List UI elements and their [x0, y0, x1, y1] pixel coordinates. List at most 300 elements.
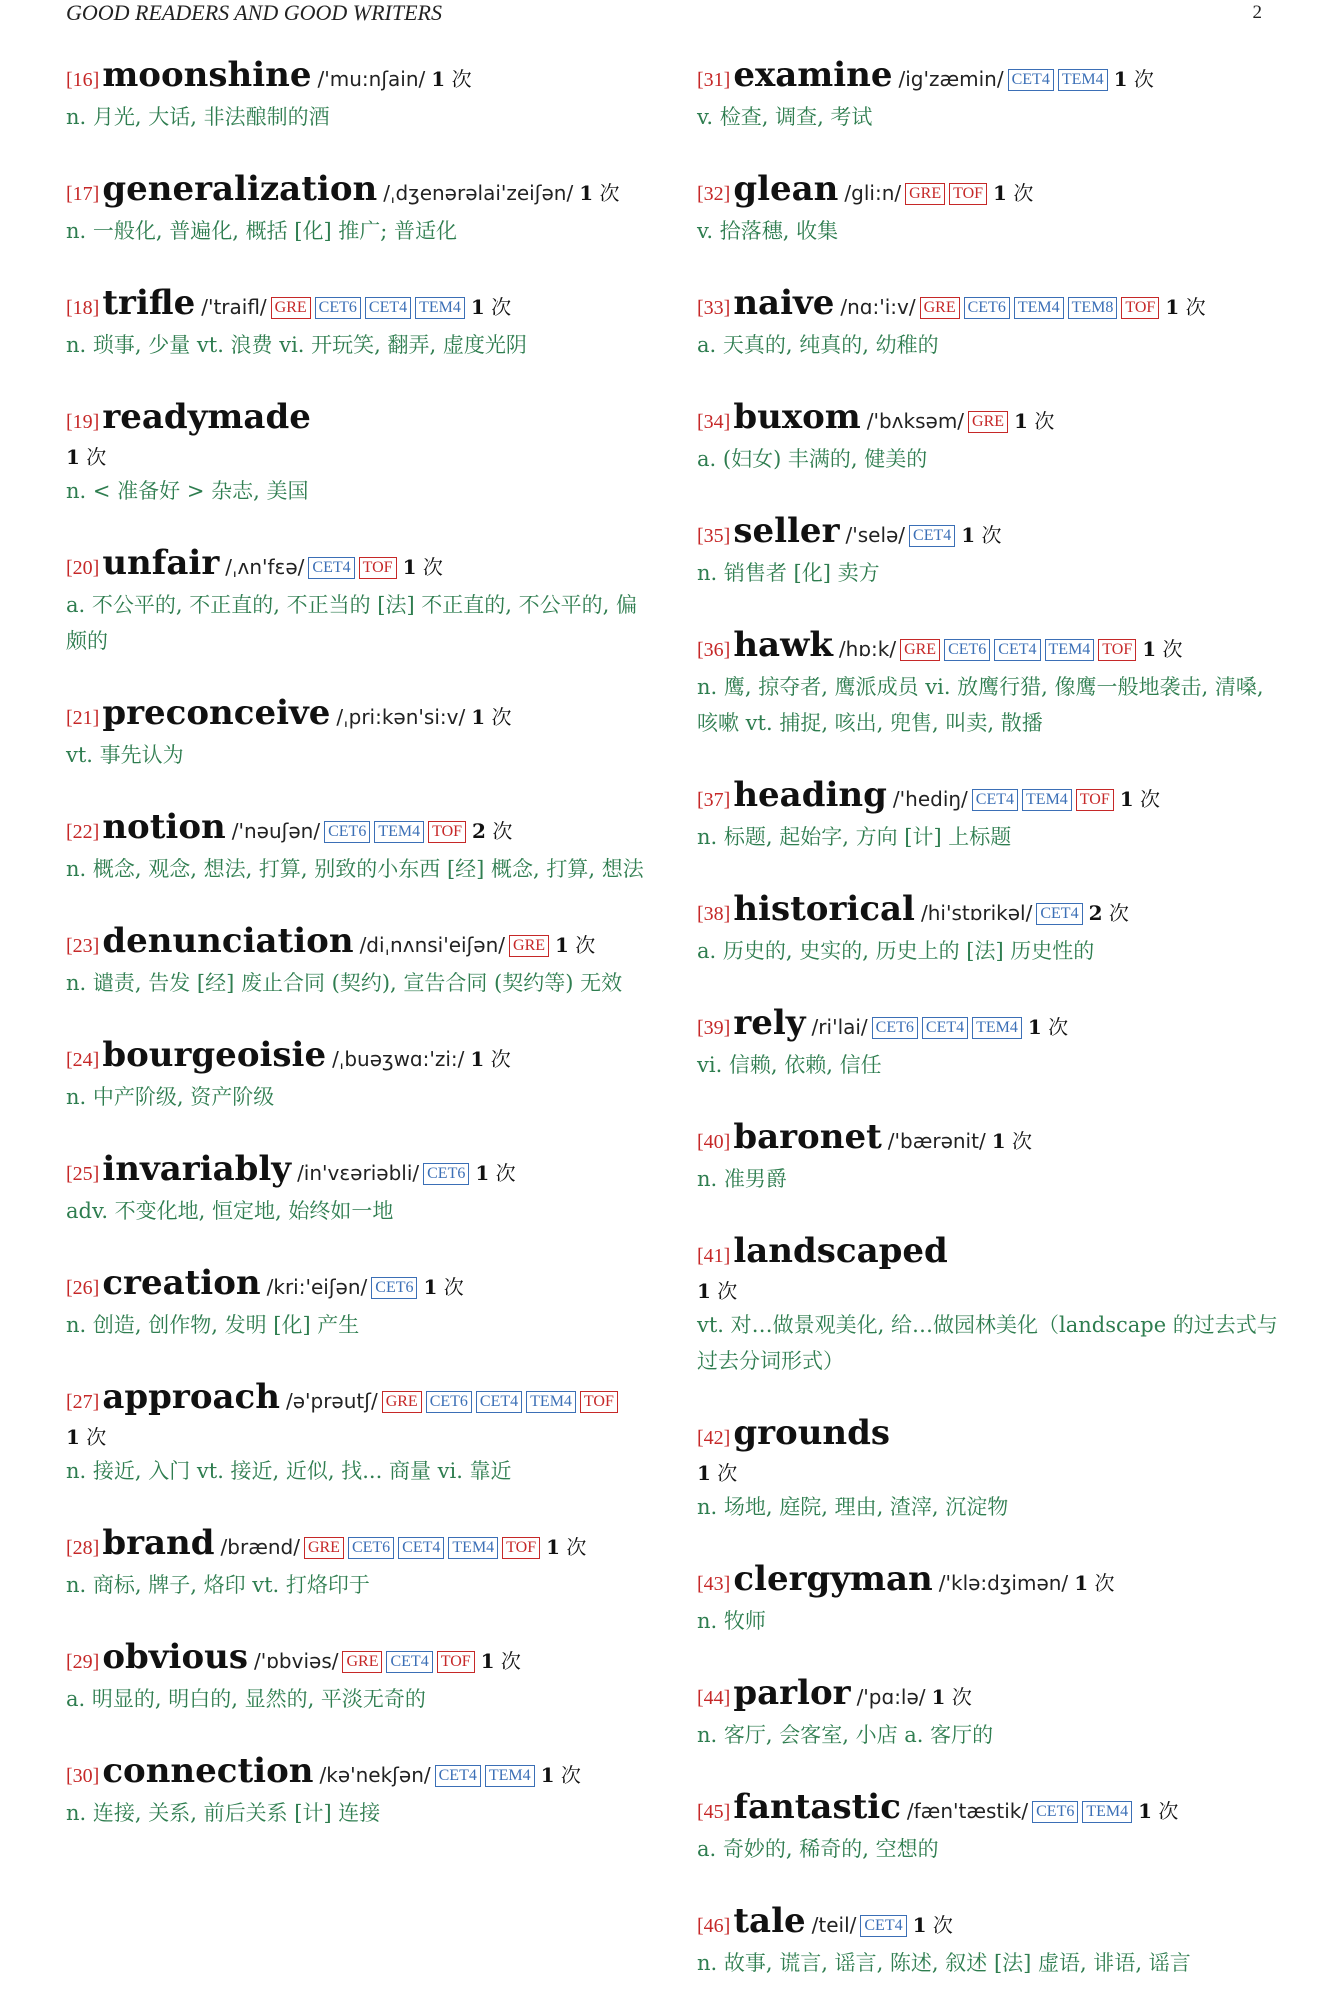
- definition: n. < 准备好 > 杂志, 美国: [66, 479, 309, 503]
- phonetic: /diˌnʌnsi'eiʃən/: [359, 933, 506, 957]
- count-number: 1: [66, 445, 80, 469]
- entry-headline: [66, 398, 648, 441]
- count-number: 1: [991, 1129, 1006, 1153]
- vocab-entry: [66, 1150, 648, 1229]
- usage-count: [555, 933, 595, 957]
- exam-tag: CET4: [972, 789, 1018, 811]
- entry-headline: [697, 1118, 1280, 1161]
- usage-count: [1114, 67, 1154, 91]
- entry-headline: [66, 1378, 648, 1421]
- count-unit: 次: [560, 1763, 581, 1787]
- left-column: [66, 56, 648, 1866]
- count-number: 1: [1074, 1571, 1089, 1595]
- usage-count: [475, 1161, 515, 1185]
- entry-headline: [66, 808, 648, 851]
- entry-number: [29]: [66, 1651, 100, 1673]
- phonetic: /'mu:nʃain/: [317, 67, 426, 91]
- headword: readymade: [102, 397, 311, 437]
- count-unit: 次: [1108, 901, 1129, 925]
- count-number: 2: [1088, 901, 1103, 925]
- vocab-entry: [697, 1560, 1280, 1639]
- phonetic: /ig'zæmin/: [898, 67, 1004, 91]
- vocab-entry: [66, 1036, 648, 1115]
- definition: a. 不公平的, 不正直的, 不正当的 [法] 不正直的, 不公平的, 偏颇的: [66, 593, 638, 653]
- exam-tag: TEM8: [1068, 297, 1118, 319]
- count-number: 1: [555, 933, 569, 957]
- exam-tag: CET4: [386, 1651, 432, 1673]
- phonetic: /'hediŋ/: [892, 787, 968, 811]
- definition: vi. 信赖, 依赖, 信任: [697, 1053, 882, 1077]
- exam-tag: CET6: [1032, 1801, 1078, 1823]
- headword: historical: [733, 889, 915, 929]
- definition: n. 准男爵: [697, 1167, 787, 1191]
- count-unit: 次: [1011, 1129, 1032, 1153]
- entry-number: [26]: [66, 1277, 100, 1299]
- exam-tag: GRE: [271, 297, 311, 319]
- definition: n. 客厅, 会客室, 小店 a. 客厅的: [697, 1723, 994, 1747]
- vocab-entry: [66, 922, 648, 1001]
- headword: heading: [733, 775, 887, 815]
- count-number: 1: [1119, 787, 1134, 811]
- definition: v. 检查, 调查, 考试: [697, 105, 873, 129]
- headword: invariably: [102, 1149, 292, 1189]
- exam-tag: GRE: [509, 935, 549, 957]
- phonetic: /'selə/: [845, 523, 906, 547]
- count-number: 1: [480, 1649, 495, 1673]
- phonetic: /hi'stɒrikəl/: [920, 901, 1033, 925]
- headword: grounds: [733, 1413, 891, 1453]
- exam-tag: TEM4: [374, 821, 424, 843]
- definition: a. 奇妙的, 稀奇的, 空想的: [697, 1837, 939, 1861]
- definition: n. 创造, 创作物, 发明 [化] 产生: [66, 1313, 360, 1337]
- entry-number: [20]: [66, 557, 100, 579]
- entry-headline: [66, 1264, 648, 1307]
- usage-count: [423, 1275, 463, 1299]
- entry-headline: [66, 694, 648, 737]
- exam-tag: TOF: [502, 1537, 540, 1559]
- vocab-entry: [697, 1414, 1280, 1525]
- usage-count: [1138, 1799, 1178, 1823]
- phonetic: /ə'prəutʃ/: [285, 1389, 378, 1413]
- exam-tag: GRE: [900, 639, 940, 661]
- entry-number: [30]: [66, 1765, 100, 1787]
- entry-headline: [66, 1036, 648, 1079]
- exam-tag: TEM4: [1014, 297, 1064, 319]
- exam-tag: CET4: [476, 1391, 522, 1413]
- vocab-entry: [697, 626, 1280, 741]
- entry-number: [35]: [697, 525, 731, 547]
- usage-count: [579, 181, 619, 205]
- entry-number: [38]: [697, 903, 731, 925]
- usage-count: [546, 1535, 586, 1559]
- usage-count: [961, 523, 1001, 547]
- definition: n. 中产阶级, 资产阶级: [66, 1085, 275, 1109]
- count-unit: 次: [1140, 787, 1161, 811]
- definition: n. 概念, 观念, 想法, 打算, 别致的小东西 [经] 概念, 打算, 想法: [66, 857, 644, 881]
- exam-tag: TOF: [437, 1651, 475, 1673]
- phonetic: /in'vɛəriəbli/: [297, 1161, 420, 1185]
- count-number: 1: [540, 1763, 555, 1787]
- exam-tag: TEM4: [1082, 1801, 1132, 1823]
- usage-count: [1089, 901, 1129, 925]
- vocab-entry: [697, 512, 1280, 591]
- entry-headline: [66, 1752, 648, 1795]
- count-unit: 次: [1162, 637, 1183, 661]
- count-unit: 次: [981, 523, 1002, 547]
- count-number: 1: [1027, 1015, 1042, 1039]
- phonetic: /gli:n/: [844, 181, 902, 205]
- definition: adv. 不变化地, 恒定地, 始终如一地: [66, 1199, 394, 1223]
- vocab-entry: [697, 1004, 1280, 1083]
- phonetic: /'traifl/: [201, 295, 267, 319]
- usage-count: [697, 1461, 737, 1485]
- usage-count: [1142, 637, 1182, 661]
- entry-number: [36]: [697, 639, 731, 661]
- headword: seller: [733, 511, 840, 551]
- definition: a. (妇女) 丰满的, 健美的: [697, 447, 928, 471]
- phonetic: /'ɒbviəs/: [254, 1649, 339, 1673]
- vocab-entry: [697, 56, 1280, 135]
- count-number: 1: [470, 1047, 485, 1071]
- count-unit: 次: [86, 445, 107, 469]
- exam-tag: CET4: [860, 1915, 906, 1937]
- entry-number: [46]: [697, 1915, 731, 1937]
- entry-headline: [66, 1638, 648, 1681]
- count-unit: 次: [1048, 1015, 1069, 1039]
- entry-headline: [66, 1524, 648, 1567]
- vocab-entry: [66, 1378, 648, 1489]
- definition: n. 商标, 牌子, 烙印 vt. 打烙印于: [66, 1573, 370, 1597]
- vocab-entry: [697, 1232, 1280, 1379]
- headword: bourgeoisie: [102, 1035, 327, 1075]
- entry-headline: [66, 170, 648, 213]
- vocab-entry: [697, 890, 1280, 969]
- count-unit: 次: [491, 295, 512, 319]
- phonetic: /ˌbuəʒwɑ:'zi:/: [332, 1047, 465, 1071]
- entry-headline: [66, 1150, 648, 1193]
- entry-headline: [697, 776, 1280, 819]
- entry-number: [28]: [66, 1537, 100, 1559]
- phonetic: /fæn'tæstik/: [906, 1799, 1029, 1823]
- entry-headline: [697, 398, 1280, 441]
- definition: n. 琐事, 少量 vt. 浪费 vi. 开玩笑, 翻弄, 虚度光阴: [66, 333, 527, 357]
- vocab-entry: [697, 1674, 1280, 1753]
- headword: moonshine: [102, 55, 312, 95]
- entry-number: [24]: [66, 1049, 100, 1071]
- exam-tag: CET4: [365, 297, 411, 319]
- exam-tag: TOF: [1121, 297, 1159, 319]
- entry-headline: [697, 1902, 1280, 1945]
- entry-number: [31]: [697, 69, 731, 91]
- count-unit: 次: [717, 1279, 738, 1303]
- exam-tag: CET6: [371, 1277, 417, 1299]
- vocab-entry: [66, 1264, 648, 1343]
- entry-number: [23]: [66, 935, 100, 957]
- vocab-entry: [66, 694, 648, 773]
- vocab-entry: [697, 1788, 1280, 1867]
- count-unit: 次: [1034, 409, 1055, 433]
- count-number: 1: [931, 1685, 946, 1709]
- exam-tag: TOF: [359, 557, 397, 579]
- exam-tag: TOF: [949, 183, 987, 205]
- usage-count: [470, 1047, 510, 1071]
- entry-number: [18]: [66, 297, 100, 319]
- headword: fantastic: [733, 1787, 901, 1827]
- count-unit: 次: [1158, 1799, 1179, 1823]
- count-number: 1: [1142, 637, 1157, 661]
- phonetic: /brænd/: [220, 1535, 300, 1559]
- phonetic: /ˌʌn'fɛə/: [225, 555, 305, 579]
- exam-tag: TEM4: [1022, 789, 1072, 811]
- usage-count: [932, 1685, 972, 1709]
- entry-headline: [697, 1004, 1280, 1047]
- exam-tag: CET4: [1008, 69, 1054, 91]
- count-unit: 次: [1013, 181, 1034, 205]
- count-number: 1: [402, 555, 417, 579]
- vocab-entry: [697, 1118, 1280, 1197]
- definition: vt. 事先认为: [66, 743, 184, 767]
- phonetic: /nɑ:'i:v/: [840, 295, 916, 319]
- count-unit: 次: [566, 1535, 587, 1559]
- definition: n. 月光, 大话, 非法酿制的酒: [66, 105, 330, 129]
- entry-number: [17]: [66, 183, 100, 205]
- usage-count: [66, 445, 106, 469]
- definition: n. 接近, 入门 vt. 接近, 近似, 找... 商量 vi. 靠近: [66, 1459, 512, 1483]
- phonetic: /'bærənit/: [887, 1129, 986, 1153]
- usage-count: [541, 1763, 581, 1787]
- headword: parlor: [733, 1673, 851, 1713]
- count-number: 1: [470, 295, 485, 319]
- exam-tag: CET6: [426, 1391, 472, 1413]
- entry-headline: [697, 1560, 1280, 1603]
- count-number: 1: [471, 705, 486, 729]
- count-unit: 次: [495, 1161, 516, 1185]
- headword: notion: [102, 807, 226, 847]
- page-header: [66, 0, 1262, 26]
- headword: baronet: [733, 1117, 882, 1157]
- definition: n. 谴责, 告发 [经] 废止合同 (契约), 宣告合同 (契约等) 无效: [66, 971, 623, 995]
- exam-tag: CET6: [348, 1537, 394, 1559]
- entry-headline: [697, 890, 1280, 933]
- exam-tag: CET4: [308, 557, 354, 579]
- entry-number: [32]: [697, 183, 731, 205]
- phonetic: /ˌdʒenərəlai'zeiʃən/: [383, 181, 574, 205]
- definition: vt. 对…做景观美化, 给…做园林美化（landscape 的过去式与过去分词形式）: [697, 1313, 1278, 1373]
- headword: landscaped: [733, 1231, 948, 1271]
- count-unit: 次: [717, 1461, 738, 1485]
- usage-count-line: [66, 1421, 648, 1453]
- usage-count: [992, 1129, 1032, 1153]
- count-number: 1: [475, 1161, 490, 1185]
- headword: denunciation: [102, 921, 354, 961]
- exam-tag: CET6: [872, 1017, 918, 1039]
- right-column: [697, 56, 1280, 2016]
- exam-tag: CET4: [1036, 903, 1082, 925]
- count-unit: 次: [599, 181, 620, 205]
- phonetic: /'pɑ:lə/: [856, 1685, 926, 1709]
- vocab-entry: [697, 284, 1280, 363]
- usage-count: [913, 1913, 953, 1937]
- entry-number: [39]: [697, 1017, 731, 1039]
- definition: n. 一般化, 普遍化, 概括 [化] 推广; 普适化: [66, 219, 458, 243]
- vocab-entry: [66, 544, 648, 659]
- count-number: 1: [431, 67, 446, 91]
- headword: hawk: [733, 625, 833, 665]
- exam-tag: TEM4: [485, 1765, 535, 1787]
- usage-count: [481, 1649, 521, 1673]
- headword: trifle: [102, 283, 196, 323]
- entry-headline: [66, 544, 648, 587]
- count-unit: 次: [86, 1425, 107, 1449]
- entry-headline: [697, 170, 1280, 213]
- count-number: 1: [579, 181, 594, 205]
- exam-tag: CET4: [994, 639, 1040, 661]
- usage-count: [697, 1279, 737, 1303]
- usage-count: [403, 555, 443, 579]
- exam-tag: CET4: [398, 1537, 444, 1559]
- exam-tag: GRE: [905, 183, 945, 205]
- usage-count: [1165, 295, 1205, 319]
- usage-count-line: [66, 441, 648, 473]
- vocab-entry: [66, 808, 648, 887]
- definition: n. 连接, 关系, 前后关系 [计] 连接: [66, 1801, 381, 1825]
- phonetic: /teil/: [811, 1913, 857, 1937]
- headword: tale: [733, 1901, 806, 1941]
- headword: creation: [102, 1263, 261, 1303]
- definition: n. 鹰, 掠夺者, 鹰派成员 vi. 放鹰行猎, 像鹰一般地袭击, 清嗓, 咳嗽 vt. 捕捉, 咳出, 兜售, 叫卖, 散播: [697, 675, 1264, 735]
- exam-tag: GRE: [968, 411, 1008, 433]
- entry-headline: [697, 1788, 1280, 1831]
- count-unit: 次: [451, 67, 472, 91]
- usage-count-line: [697, 1275, 1280, 1307]
- usage-count: [472, 819, 512, 843]
- usage-count: [1014, 409, 1054, 433]
- exam-tag: TEM4: [972, 1017, 1022, 1039]
- exam-tag: TOF: [580, 1391, 618, 1413]
- phonetic: /'nəuʃən/: [231, 819, 321, 843]
- count-unit: 次: [422, 555, 443, 579]
- entry-number: [25]: [66, 1163, 100, 1185]
- phonetic: /kə'nekʃən/: [319, 1763, 431, 1787]
- entry-headline: [66, 284, 648, 327]
- definition: a. 历史的, 史实的, 历史上的 [法] 历史性的: [697, 939, 1095, 963]
- vocab-entry: [697, 170, 1280, 249]
- count-number: 1: [546, 1535, 561, 1559]
- count-number: 1: [66, 1425, 80, 1449]
- exam-tag: TEM4: [448, 1537, 498, 1559]
- headword: clergyman: [733, 1559, 933, 1599]
- count-number: 1: [912, 1913, 927, 1937]
- exam-tag: TEM4: [1058, 69, 1108, 91]
- entry-headline: [697, 56, 1280, 99]
- vocab-entry: [66, 170, 648, 249]
- usage-count: [471, 295, 511, 319]
- vocab-entry: [66, 1752, 648, 1831]
- exam-tag: CET6: [944, 639, 990, 661]
- entry-number: [19]: [66, 411, 100, 433]
- entry-headline: [697, 626, 1280, 669]
- headword: obvious: [102, 1637, 248, 1677]
- usage-count: [66, 1425, 106, 1449]
- exam-tag: GRE: [920, 297, 960, 319]
- definition: n. 标题, 起始字, 方向 [计] 上标题: [697, 825, 1012, 849]
- vocab-entry: [697, 1902, 1280, 1981]
- exam-tag: TEM4: [526, 1391, 576, 1413]
- vocab-entry: [697, 776, 1280, 855]
- phonetic: /'klə:dʒimən/: [938, 1571, 1069, 1595]
- count-unit: 次: [490, 1047, 511, 1071]
- count-number: 1: [697, 1279, 711, 1303]
- count-unit: 次: [443, 1275, 464, 1299]
- vocab-entry: [66, 284, 648, 363]
- entry-number: [41]: [697, 1245, 731, 1267]
- count-unit: 次: [932, 1913, 953, 1937]
- entry-headline: [66, 56, 648, 99]
- usage-count-line: [697, 1457, 1280, 1489]
- usage-count: [1074, 1571, 1114, 1595]
- definition: n. 销售者 [化] 卖方: [697, 561, 880, 585]
- exam-tag: TOF: [428, 821, 466, 843]
- entry-number: [45]: [697, 1801, 731, 1823]
- headword: preconceive: [102, 693, 331, 733]
- page-number: 2: [1252, 2, 1262, 23]
- count-number: 1: [1138, 1799, 1153, 1823]
- count-unit: 次: [492, 819, 513, 843]
- headword: examine: [733, 55, 893, 95]
- vocab-entry: [66, 1524, 648, 1603]
- entry-number: [42]: [697, 1427, 731, 1449]
- headword: unfair: [102, 543, 220, 583]
- exam-tag: GRE: [304, 1537, 344, 1559]
- phonetic: /ri'lai/: [811, 1015, 868, 1039]
- exam-tag: CET6: [315, 297, 361, 319]
- headword: rely: [733, 1003, 806, 1043]
- count-unit: 次: [1094, 1571, 1115, 1595]
- count-unit: 次: [500, 1649, 521, 1673]
- entry-number: [40]: [697, 1131, 731, 1153]
- entry-headline: [66, 922, 648, 965]
- exam-tag: GRE: [382, 1391, 422, 1413]
- entry-number: [34]: [697, 411, 731, 433]
- exam-tag: TOF: [1098, 639, 1136, 661]
- phonetic: /'bʌksəm/: [866, 409, 965, 433]
- exam-tag: TOF: [1076, 789, 1114, 811]
- entry-number: [21]: [66, 707, 100, 729]
- exam-tag: GRE: [342, 1651, 382, 1673]
- exam-tag: CET4: [909, 525, 955, 547]
- count-unit: 次: [491, 705, 512, 729]
- headword: buxom: [733, 397, 861, 437]
- vocab-entry: [66, 1638, 648, 1717]
- count-unit: 次: [1133, 67, 1154, 91]
- entry-number: [44]: [697, 1687, 731, 1709]
- count-number: 2: [472, 819, 486, 843]
- count-number: 1: [423, 1275, 438, 1299]
- definition: n. 场地, 庭院, 理由, 渣滓, 沉淀物: [697, 1495, 1009, 1519]
- running-title: GOOD READERS AND GOOD WRITERS: [66, 0, 442, 25]
- entry-number: [27]: [66, 1391, 100, 1413]
- count-number: 1: [697, 1461, 711, 1485]
- exam-tag: CET4: [435, 1765, 481, 1787]
- count-unit: 次: [1185, 295, 1206, 319]
- exam-tag: TEM4: [415, 297, 465, 319]
- entry-number: [33]: [697, 297, 731, 319]
- exam-tag: CET6: [423, 1163, 469, 1185]
- definition: a. 天真的, 纯真的, 幼稚的: [697, 333, 939, 357]
- exam-tag: CET6: [324, 821, 370, 843]
- entry-number: [16]: [66, 69, 100, 91]
- phonetic: /kri:'eiʃən/: [266, 1275, 368, 1299]
